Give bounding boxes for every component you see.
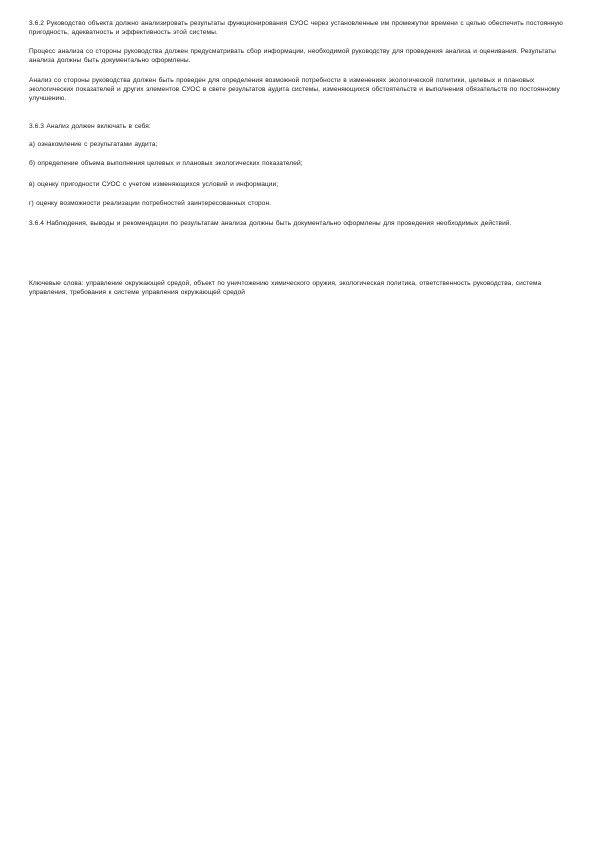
list-item-g: г) оценку возможности реализации потребностей заинтересованных сторон. xyxy=(29,200,272,207)
list-item-a: а) ознакомление с результатами аудита; xyxy=(29,141,158,148)
paragraph-analysis-process: Процесс анализа со стороны руководства должен предусматривать сбор информации, необходимой руководству для проведения анализа и оценивания. Результаты анализа должны быть документально оформлены. xyxy=(29,48,556,65)
list-item-b: б) определение объема выполнения целевых и плановых экологических показателей; xyxy=(29,160,303,167)
list-item-v: в) оценку пригодности СУОС с учетом изменяющихся условий и информации; xyxy=(29,181,279,188)
paragraph-3-6-4: 3.6.4 Наблюдения, выводы и рекомендации по результатам анализа должны быть документально оформлены для проведения необходимых действий. xyxy=(29,220,512,227)
keywords: Ключевые слова: управление окружающей средой, объект по уничтожению химического оружия, экологическая политика, ответственность руководства, система управления, требования к системе управления окружающей средой xyxy=(29,280,542,297)
paragraph-3-6-2: 3.6.2 Руководство объекта должно анализировать результаты функционирования СУОС через установленные им промежутки времени с целью обеспечить постоянную пригодность, адекватность и эффективность этой системы. xyxy=(29,20,563,37)
paragraph-3-6-3: 3.6.3 Анализ должен включать в себя: xyxy=(29,123,151,130)
paragraph-management-review: Анализ со стороны руководства должен быть проведен для определения возможной потребности в изменениях экологической политики, целевых и плановых экологических показателей и других элементов СУОС в свете результатов аудита системы, изменяющихся обстоятельств и выполнения обязательств по постоянному улучшению. xyxy=(29,77,560,103)
